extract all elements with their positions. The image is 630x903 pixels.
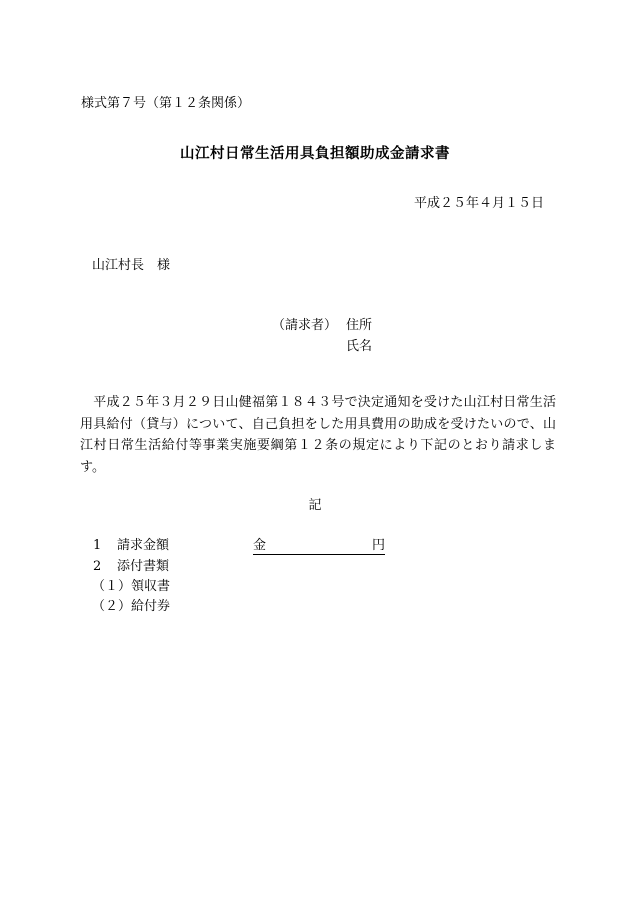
name-label: 氏名 xyxy=(346,339,373,354)
item-number: （１） xyxy=(92,579,132,594)
document-title: 山江村日常生活用具負担額助成金請求書 xyxy=(180,145,450,162)
amount-unit: 円 xyxy=(371,538,385,553)
body-paragraph: 平成２５年３月２９日山健福第１８４３号で決定通知を受けた山江村日常生活用具給付（貸与）について、自己負担をした用具費用の助成を受けたいので、山江村日常生活給付等事業実施要綱第１２条の規定により下記のとおり請求します。 xyxy=(80,395,556,475)
item-receipt xyxy=(92,579,170,595)
amount-prefix: 金 xyxy=(253,538,267,553)
item-request-amount xyxy=(93,538,169,554)
item-label: 領収書 xyxy=(131,579,171,594)
document-date: 平成２５年４月１５日 xyxy=(413,196,544,211)
item-attachments xyxy=(93,559,169,575)
addressee: 山江村長 様 xyxy=(92,258,171,273)
item-label: 請求金額 xyxy=(117,538,170,553)
item-number: 2 xyxy=(93,559,102,574)
item-label: 添付書類 xyxy=(117,559,170,574)
item-number: 1 xyxy=(93,538,102,553)
item-label: 給付券 xyxy=(131,599,171,614)
requester-label: （請求者） xyxy=(272,318,338,333)
amount-field xyxy=(253,538,385,555)
item-number: （２） xyxy=(92,599,132,614)
ki-heading: 記 xyxy=(308,498,322,513)
form-number: 様式第７号（第１２条関係） xyxy=(81,96,251,111)
address-label: 住所 xyxy=(346,318,373,333)
item-voucher xyxy=(92,599,170,615)
